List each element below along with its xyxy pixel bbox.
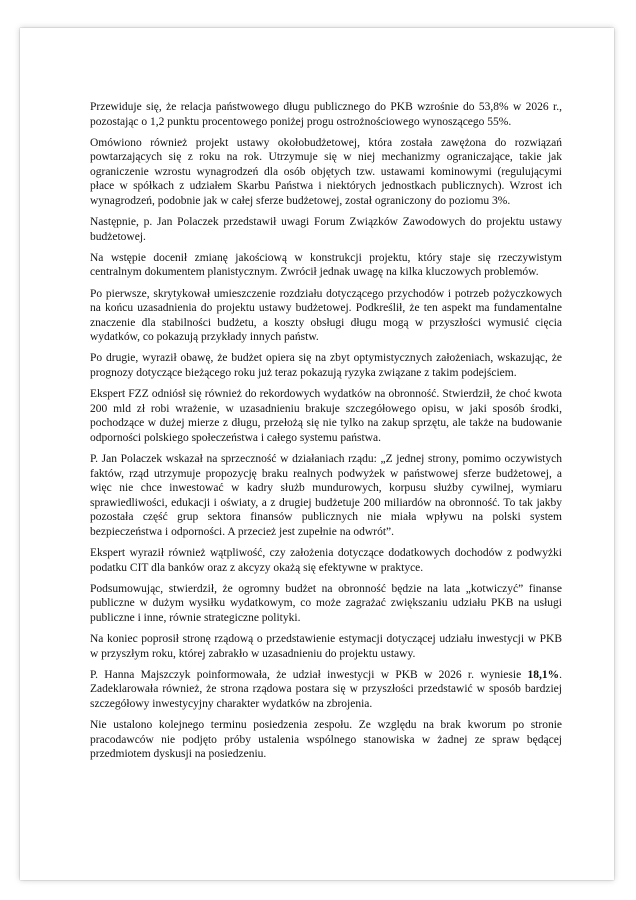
paragraph-investment-share xyxy=(90,668,562,712)
paragraph-cit-doubts: Ekspert wyraził również wątpliwość, czy założenia dotyczące dodatkowych dochodów z podwyżki podatku CIT dla banków oraz z akcyzy okażą się efektywne w praktyce. xyxy=(90,547,562,574)
paragraph-first-point: Po pierwsze, skrytykował umieszczenie rozdziału dotyczącego przychodów i potrzeb pożyczkowych na końcu uzasadnienia do projektu ustawy budżetowej. Podkreślił, że ten aspekt ma fundamentalne znaczenie dla stabilności budżetu, a koszty obsługi długu mogą w przyszłości wymusić cięcia wydatków, co pokazują przykłady innych państw. xyxy=(90,287,562,344)
paragraph-defense-spending: Ekspert FZZ odniósł się również do rekordowych wydatków na obronność. Stwierdził, że choć kwota 200 mld zł robi wrażenie, w uzasadnieniu brakuje szczegółowego opisu, w jaki sposób środki, pochodzące w dużej mierze z długu, przełożą się nie tylko na zakup sprzętu, ale także na budowanie odporności polskiego społeczeństwa i całego systemu państwa. xyxy=(90,388,562,444)
paragraph-closing: Nie ustalono kolejnego terminu posiedzenia zespołu. Ze względu na brak kworum po stronie pracodawców nie podjęto próby ustalenia wspólnego stanowiska w żadnej ze spraw będącej przedmiotem dyskusji na posiedzeniu. xyxy=(90,718,562,761)
paragraph-budget-related-act: Omówiono również projekt ustawy okołobudżetowej, która została zawężona do rozwiązań powtarzających się z roku na rok. Utrzymuje się w niej mechanizmy ograniczające, takie jak ograniczenie wzrostu wynagrodzeń dla osób objętych tzw. ustawami kominowymi (regulującymi płace w spółkach z udziałem Skarbu Państwa i niektórych jednostkach publicznych). Wzrost ich wynagrodzeń, podobnie jak w całej sferze budżetowej, został ograniczony do poziomu 3%. xyxy=(90,136,562,208)
paragraph-investment-request: Na koniec poprosił stronę rządową o przedstawienie estymacji dotyczącej udziału inwestycji w PKB w przyszłym roku, której zabrakło w uzasadnieniu do projektu ustawy. xyxy=(90,633,562,660)
investment-text-before: P. Hanna Majszczyk poinformowała, że udział inwestycji w PKB w 2026 r. wyniesie xyxy=(90,668,528,681)
paragraph-summary: Podsumowując, stwierdził, że ogromny budżet na obronność będzie na lata „kotwiczyć” finanse publiczne w dużym wysiłku wydatkowym, co może zagrażać zwiększaniu udziału PKB na usługi publiczne i inne, równie strategiczne polityki. xyxy=(90,582,562,624)
paragraph-qualitative-change: Na wstępie docenił zmianę jakościową w konstrukcji projektu, który staje się rzeczywistym centralnym dokumentem planistycznym. Zwrócił jednak uwagę na kilka kluczowych problemów. xyxy=(90,251,562,279)
paragraph-fzz-intro: Następnie, p. Jan Polaczek przedstawił uwagi Forum Związków Zawodowych do projektu ustawy budżetowej. xyxy=(90,216,562,243)
document-page xyxy=(20,28,614,880)
paragraph-debt-forecast: Przewiduje się, że relacja państwowego długu publicznego do PKB wzrośnie do 53,8% w 2026 r., pozostając o 1,2 punktu procentowego poniżej progu ostrożnościowego wynoszącego 55%. xyxy=(90,101,562,128)
investment-share-value: 18,1% xyxy=(527,668,560,681)
page-body xyxy=(90,100,562,768)
investment-text-after: . Zadeklarowała również, że strona rządowa postara się w przyszłości przedstawić w sposób bardziej szczegółowy inwestycyjny charakter wydatków na zbrojenia. xyxy=(90,668,562,710)
paragraph-quote: P. Jan Polaczek wskazał na sprzeczność w działaniach rządu: „Z jednej strony, pomimo oczywistych faktów, rząd utrzymuje propozycję braku realnych podwyżek w państwowej sferze budżetowej, a więc nie chce inwestować w kadry służb mundurowych, korpusu służby cywilnej, wymiaru sprawiedliwości, edukacji i oświaty, a z drugiej budżetuje 200 miliardów na obronność. To tak jakby pozostała część grup sektora finansów publicznych nie miała wpływu na polski system bezpieczeństwa i odporności. A przecież jest zupełnie na odwrót”. xyxy=(90,452,562,538)
paragraph-second-point: Po drugie, wyraził obawę, że budżet opiera się na zbyt optymistycznych założeniach, wskazując, że prognozy dotyczące bieżącego roku już teraz pokazują ryzyka związane z takim podejściem. xyxy=(90,352,562,379)
